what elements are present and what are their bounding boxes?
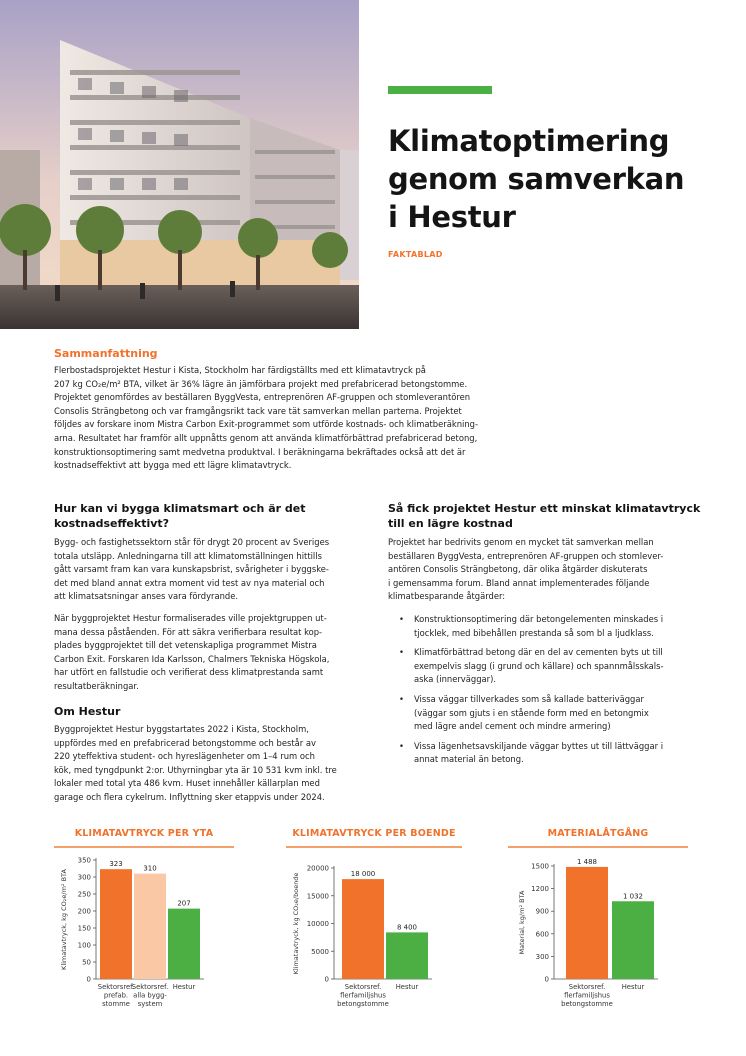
y-tick-label: 10000 <box>306 920 329 928</box>
y-tick-label: 100 <box>77 941 91 950</box>
left-paragraph-2: När byggprojektet Hestur formaliserades ville projektgruppen ut- mana dessa påståenden. För att säkra verifierbara resultat kop- plades byggprojektet till det vetenskapliga programmet Mistra Carbon Exit. Forskaren Ida Karlsson, Chalmers Tekniska Högskola, har utfört en fallstudie och verifierat dess klimatprestanda samt resultatberäkningar. <box>54 613 330 691</box>
y-tick-label: 0 <box>86 975 91 984</box>
summary-heading: Sammanfattning <box>54 347 158 360</box>
bar <box>100 869 132 979</box>
category-label: system <box>137 1000 163 1008</box>
list-item: • Klimatförbättrad betong där en del av cementen byts ut till exempelvis slagg (i grund och källare) och spannmålsskals- aska (innerväggar). <box>399 647 664 685</box>
hero-image <box>0 0 359 329</box>
list-item: • Konstruktionsoptimering där betongelementen minskades i tjocklek, med bibehållen prestanda så som bl a ljudklass. <box>399 614 664 638</box>
right-paragraph: Projektet har bedrivits genom en mycket tät samverkan mellan beställaren ByggVesta, entreprenören AF-gruppen och stomlever- antören Consolis Strängbetong, där olika åtgärder diskuterats i gemensamma forum. Bland annat implementerades följande klimatbesparande åtgärder: <box>388 537 664 602</box>
y-tick-label: 300 <box>535 952 549 961</box>
bullet-icon: • <box>399 740 404 751</box>
building-photo <box>0 0 359 329</box>
category-label: flerfamiljshus <box>340 991 386 1000</box>
y-tick-label: 5000 <box>311 947 329 956</box>
category-label: Sektorsref. <box>97 983 135 991</box>
summary-text: Flerbostadsprojektet Hestur i Kista, Stockholm har färdigställts med ett klimatavtryck på 207 kg CO₂e/m² BTA, vilket är 36% lägre än jämförbara projekt med prefabricerad betongstomme. Projektet genomfördes av beställaren ByggVesta, entreprenören AF-gruppen och stomleverantören Consolis Strängbetong och var framgångsrikt tack vare tät samverkan mellan parterna. Projektet följdes av forskare inom Mistra Carbon Exit-programmet som utförde kostnads- och klimatberäkning- arna. Resultatet har framför allt uppnåtts genom att använda klimatförbättrad prefabricerad betong, konstruktionsoptimering samt medvetna produktval. I beräkningarna bekräftades också att det är kostnadseffektivt att bygga med ett lägre klimatavtryck. <box>54 365 478 471</box>
y-tick-label: 350 <box>77 856 91 865</box>
y-tick-label: 250 <box>77 890 91 899</box>
chart-3 <box>508 852 688 1022</box>
chart-3-rule <box>508 846 688 848</box>
y-tick-label: 1500 <box>531 862 549 871</box>
y-tick-label: 20000 <box>306 864 329 873</box>
category-label: stomme <box>102 1000 130 1008</box>
chart-2 <box>286 852 462 1022</box>
bar-value-label: 323 <box>109 860 123 869</box>
bullet-icon: • <box>399 693 404 704</box>
page-title: Klimatoptimering genom samverkan i Hestur <box>388 124 685 234</box>
category-label: betongstomme <box>337 1000 389 1008</box>
y-axis-label: Klimatavtryck, kg CO₂e/m² BTA <box>60 869 68 970</box>
list-item: • Vissa lägenhetsavskiljande väggar byttes ut till lättväggar i annat material än betong. <box>399 740 664 765</box>
category-label: Sektorsref. <box>568 983 606 991</box>
y-tick-label: 1200 <box>531 885 549 894</box>
category-label: flerfamiljshus <box>564 991 610 1000</box>
y-axis-label: Material, kg/m² BTA <box>518 890 526 955</box>
bar <box>612 901 654 979</box>
y-tick-label: 200 <box>77 907 91 916</box>
left-heading: Hur kan vi bygga klimatsmart och är det kostnadseffektivt? <box>54 502 306 530</box>
bar <box>566 867 608 979</box>
category-label: Hestur <box>172 983 196 991</box>
about-paragraph: Byggprojektet Hestur byggstartates 2022 i Kista, Stockholm, uppfördes med en prefabricerad betongstomme och består av 220 yteffektiva student- och hyreslägenheter om 1–4 rum och kök, med tyngdpunkt 2:or. Uthyrningbar yta är 10 531 kvm inkl. tre lokaler med total yta 486 kvm. Huset innehåller källarplan med garage och flera cykelrum. Inflyttning sker etappvis under 2024. <box>54 724 337 802</box>
chart-2-title: KLIMATAVTRYCK PER BOENDE <box>292 828 456 839</box>
chart-3-title: MATERIALÅTGÅNG <box>547 828 649 839</box>
y-tick-label: 15000 <box>306 892 329 901</box>
bar-value-label: 310 <box>143 864 157 873</box>
y-tick-label: 300 <box>77 873 91 882</box>
bar-value-label: 1 488 <box>576 857 598 866</box>
about-heading: Om Hestur <box>54 705 121 718</box>
chart-2-rule <box>286 846 462 848</box>
document-type-tag: FAKTABLAD <box>388 250 443 259</box>
y-tick-label: 900 <box>535 907 549 916</box>
y-axis-label: Klimatavtryck, kg CO₂e/boende <box>292 872 300 975</box>
accent-bar <box>388 86 492 94</box>
category-label: Sektorsref. <box>131 983 169 991</box>
measures-list <box>388 613 703 773</box>
bar <box>386 932 428 979</box>
category-label: Sektorsref. <box>344 983 382 991</box>
category-label: alla bygg- <box>133 991 167 1000</box>
bar-value-label: 8 400 <box>396 923 418 932</box>
y-tick-label: 50 <box>82 958 91 967</box>
chart-1-title: KLIMATAVTRYCK PER YTA <box>74 828 214 839</box>
bar-value-label: 1 032 <box>622 892 644 901</box>
chart-1-rule <box>54 846 234 848</box>
bar <box>168 909 200 979</box>
y-tick-label: 600 <box>535 930 549 939</box>
category-label: prefab. <box>103 991 129 1000</box>
left-paragraph-1: Bygg- och fastighetssektorn står för drygt 20 procent av Sveriges totala utsläpp. Anledningarna till att klimatomställningen hittills gått varsamt fram kan vara kunskapsbrist, svårigheter i byggske- det med bland annat extra moment vid test av nya material och att klimatsatsningar anses vara fördyrande. <box>54 537 330 602</box>
bullet-icon: • <box>399 647 404 658</box>
category-label: Hestur <box>395 983 419 991</box>
y-tick-label: 150 <box>77 924 91 933</box>
bar <box>134 874 166 979</box>
y-tick-label: 0 <box>544 975 549 984</box>
y-tick-label: 0 <box>324 975 329 984</box>
list-item: • Vissa väggar tillverkades som så kallade batteriväggar (väggar som gjuts i en stående form med en betongmix med lägre andel cement och mindre armering) <box>399 693 649 732</box>
category-label: Hestur <box>621 983 645 991</box>
bullet-icon: • <box>399 614 404 624</box>
bar-value-label: 18 000 <box>350 870 376 879</box>
category-label: betongstomme <box>561 1000 613 1008</box>
right-heading: Så fick projektet Hestur ett minskat klimatavtryck till en lägre kostnad <box>388 502 701 530</box>
chart-1 <box>54 852 234 1022</box>
bar-value-label: 207 <box>177 899 191 908</box>
bar <box>342 879 384 979</box>
